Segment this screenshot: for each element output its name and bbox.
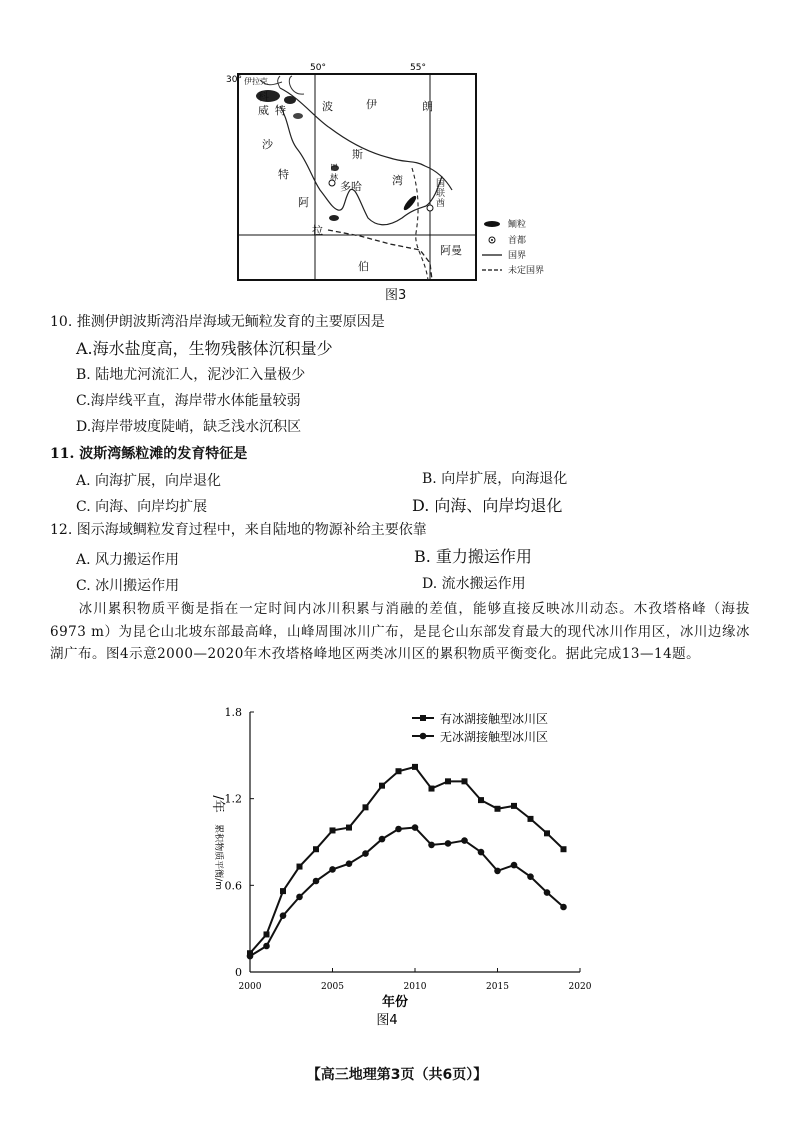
option: C.海岸线平直，海岸带水体能量较弱	[76, 393, 301, 409]
place-label: 伯	[358, 260, 369, 273]
place-label: 阿	[298, 196, 309, 209]
legend-marker	[420, 733, 427, 740]
y-unit-label: /年	[210, 795, 225, 813]
data-point	[495, 806, 501, 812]
lon-label: 50°	[310, 63, 326, 73]
data-point	[445, 778, 451, 784]
data-point	[362, 850, 369, 857]
data-point	[296, 894, 303, 901]
option: C. 冰川搬运作用	[76, 578, 180, 594]
question-stem: 10. 推测伊朗波斯湾沿岸海域无鲕粒发育的主要原因是	[50, 314, 385, 330]
data-point	[429, 786, 435, 792]
x-tick-label: 2015	[486, 982, 509, 992]
data-point	[462, 778, 468, 784]
option: C. 向海、向岸均扩展	[76, 499, 208, 515]
data-point	[330, 827, 336, 833]
data-point	[511, 862, 518, 869]
map-caption: 图3	[385, 288, 407, 303]
data-point	[461, 837, 468, 844]
oolite-patch	[293, 113, 303, 119]
x-tick-label: 2020	[568, 982, 592, 992]
data-point	[561, 846, 567, 852]
data-point	[313, 878, 320, 885]
legend-label: 国界	[508, 251, 527, 261]
lat-label: 30°	[226, 75, 242, 85]
place-label: 多哈	[340, 180, 362, 193]
legend-label: 首都	[508, 236, 527, 246]
data-point	[264, 931, 270, 937]
data-point	[511, 803, 517, 809]
data-point	[346, 825, 352, 831]
y-axis-label: 累积物质平衡/m	[213, 824, 223, 890]
option: A. 风力搬运作用	[76, 552, 180, 568]
place-label: 巴	[330, 163, 338, 172]
data-point	[494, 868, 501, 875]
lon-label: 55°	[410, 63, 426, 73]
data-point	[445, 840, 452, 847]
passage	[50, 598, 750, 666]
capital-marker	[427, 205, 433, 211]
legend-marker	[420, 715, 426, 721]
data-point	[428, 842, 435, 849]
place-label: 拉	[312, 224, 323, 237]
data-point	[247, 953, 254, 960]
place-label: 酋	[436, 199, 446, 209]
mass-balance-chart	[190, 700, 610, 1030]
data-point	[313, 846, 319, 852]
place-label: 阿曼	[440, 244, 462, 257]
place-label: 伊拉克	[244, 77, 268, 86]
place-label: 伊	[366, 98, 377, 111]
data-point	[412, 824, 419, 831]
oolite-patch	[284, 96, 296, 104]
oolite-patch	[329, 215, 339, 221]
option: D. 流水搬运作用	[422, 576, 526, 592]
y-tick-label: 1.8	[224, 706, 242, 719]
data-point	[396, 768, 402, 774]
data-point	[527, 873, 534, 880]
page-footer: 【高三地理第3页（共6页）】	[306, 1067, 488, 1083]
option: A.海水盐度高，生物残骸体沉积量少	[76, 339, 333, 358]
place-label: 湾	[392, 174, 403, 187]
data-point	[560, 904, 567, 911]
option: B. 陆地尤河流汇人，泥沙汇入量极少	[76, 367, 306, 383]
option: B. 向岸扩展，向海退化	[422, 471, 568, 487]
place-label: 斯	[352, 148, 363, 161]
data-point	[478, 849, 485, 856]
data-point	[379, 836, 386, 843]
data-point	[544, 830, 550, 836]
place-label: 沙	[262, 138, 273, 151]
data-point	[329, 866, 336, 873]
data-point	[379, 783, 385, 789]
persian-gulf-map	[220, 58, 570, 300]
series-line	[250, 828, 564, 957]
place-label: 特	[278, 168, 289, 181]
passage-text: 冰川累积物质平衡是指在一定时间内冰川积累与消融的差值，能够直接反映冰川动态。木孜塔格峰（海拔6973 m）为昆仑山北坡东部最高峰，山峰周围冰川广布，是昆仑山东部发育最大的现代冰川作用区，冰川边缘冰湖广布。图4示意2000—2020年木孜塔格峰地区两类冰川区的累积物质平衡变化。据此完成13—14题。	[50, 601, 750, 662]
place-label: 朗	[422, 100, 433, 113]
series-line	[250, 767, 564, 953]
data-point	[346, 860, 353, 867]
chart-caption: 图4	[376, 1013, 398, 1028]
data-point	[280, 912, 287, 919]
place-label: 国	[436, 179, 446, 189]
option: A. 向海扩展，向岸退化	[76, 473, 222, 489]
data-point	[395, 826, 402, 833]
y-tick-label: 1.2	[224, 792, 242, 806]
y-tick-label: 0	[235, 966, 242, 979]
x-axis-label: 年份	[381, 995, 409, 1010]
legend-label: 鲕粒	[508, 220, 527, 230]
data-point	[363, 804, 369, 810]
place-label: 波	[322, 100, 333, 113]
place-label: 联	[436, 189, 446, 199]
question-stem: 12. 图示海域鲷粒发育过程中，来自陆地的物源补给主要依靠	[50, 522, 427, 538]
question-stem: 11. 波斯湾鲧粒滩的发育特征是	[50, 446, 248, 462]
option: B. 重力搬运作用	[414, 547, 532, 566]
place-label: 林	[330, 173, 338, 182]
data-point	[478, 797, 484, 803]
place-label: 威	[258, 104, 269, 117]
data-point	[280, 888, 286, 894]
legend-label: 有冰湖接触型冰川区	[440, 712, 549, 726]
y-tick-label: 0.6	[224, 879, 242, 893]
legend-label: 无冰湖接触型冰川区	[440, 730, 549, 744]
data-point	[412, 764, 418, 770]
data-point	[297, 864, 303, 870]
data-point	[528, 816, 534, 822]
option: D. 向海、向岸均退化	[412, 496, 563, 515]
data-point	[263, 943, 270, 950]
place-label: 特	[275, 104, 286, 117]
legend-label: 未定国界	[508, 266, 545, 276]
option: D.海岸带坡度陡峭，缺乏浅水沉积区	[76, 419, 302, 435]
x-tick-label: 2000	[238, 982, 262, 992]
x-tick-label: 2005	[321, 982, 344, 992]
data-point	[544, 889, 551, 896]
place-label: 科	[258, 90, 269, 103]
x-tick-label: 2010	[403, 982, 427, 992]
